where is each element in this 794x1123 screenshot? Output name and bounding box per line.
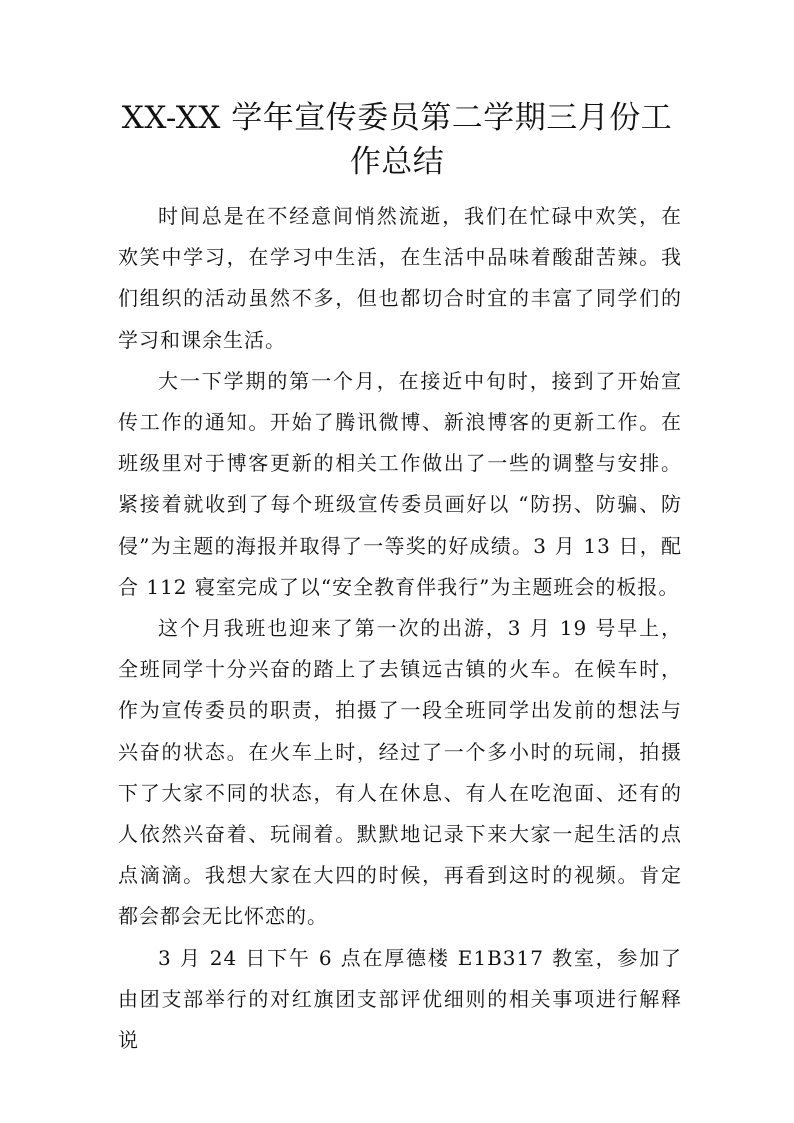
document-body bbox=[118, 196, 682, 1061]
paragraph-intro: 时间总是在不经意间悄然流逝，我们在忙碌中欢笑，在欢笑中学习，在学习中生活，在生活中品味着酸甜苦辣。我们组织的活动虽然不多，但也都切合时宜的丰富了同学们的学习和课余生活。 bbox=[118, 204, 682, 352]
paragraph-publicity-work: 大一下学期的第一个月，在接近中旬时，接到了开始宣传工作的通知。开始了腾讯微博、新浪博客的更新工作。在班级里对于博客更新的相关工作做出了一些的调整与安排。紧接着就收到了每个班级宣传委员画好以 “防拐、防骗、防侵”为主题的海报并取得了一等奖的好成绩。3 月 13 日，配合 112 寝室完成了以“安全教育伴我行”为主题班会的板报。 bbox=[118, 368, 682, 599]
document-title bbox=[100, 96, 694, 184]
title-line-2: 作总结 bbox=[349, 144, 445, 180]
title-line-1: XX-XX 学年宣传委员第二学期三月份工 bbox=[121, 100, 673, 136]
paragraph-meeting: 3 月 24 日下午 6 点在厚德楼 E1B317 教室，参加了由团支部举行的对红旗团支部评优细则的相关事项进行解释说 bbox=[118, 945, 682, 1053]
paragraph-class-trip: 这个月我班也迎来了第一次的出游，3 月 19 号早上，全班同学十分兴奋的踏上了去镇远古镇的火车。在候车时，作为宣传委员的职责，拍摄了一段全班同学出发前的想法与兴奋的状态。在火车上时，经过了一个多小时的玩闹，拍摄下了大家不同的状态，有人在休息、有人在吃泡面、还有的人依然兴奋着、玩闹着。默默地记录下来大家一起生活的点点滴滴。我想大家在大四的时候，再看到这时的视频。肯定都会都会无比怀恋的。 bbox=[118, 616, 682, 929]
